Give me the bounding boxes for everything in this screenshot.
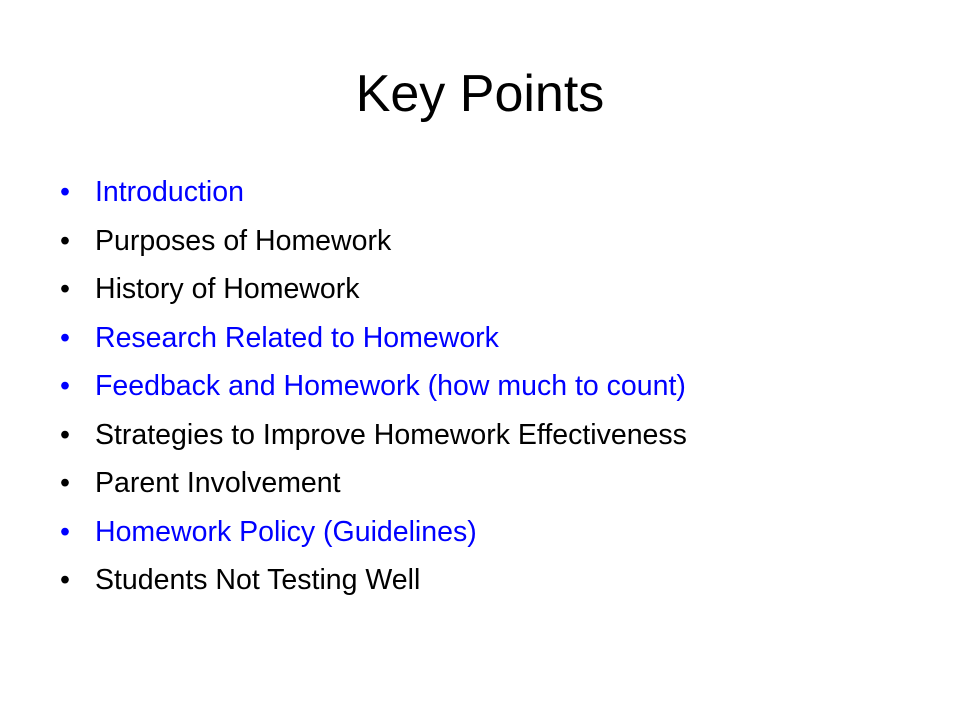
bullet-text-homework-policy[interactable]: Homework Policy (Guidelines) — [95, 515, 477, 548]
list-item — [60, 556, 940, 605]
bullet-icon: • — [60, 467, 70, 499]
list-item[interactable] — [60, 168, 940, 217]
bullet-icon: • — [60, 273, 70, 305]
bullet-text-feedback[interactable]: Feedback and Homework (how much to count) — [95, 370, 686, 402]
slide-title: Key Points — [355, 65, 605, 123]
bullet-icon: • — [60, 370, 70, 402]
bullet-icon: • — [60, 515, 70, 548]
bullet-icon: • — [60, 224, 70, 257]
list-item[interactable] — [60, 508, 940, 557]
bullet-text-students-not-testing: Students Not Testing Well — [95, 564, 421, 596]
bullet-text-strategies: Strategies to Improve Homework Effectiveness — [95, 418, 687, 451]
list-item — [60, 265, 940, 314]
bullet-list — [60, 168, 940, 605]
bullet-icon: • — [60, 418, 70, 451]
list-item — [60, 459, 940, 508]
list-item — [60, 217, 940, 266]
bullet-icon: • — [60, 564, 70, 596]
bullet-text-purposes: Purposes of Homework — [95, 224, 392, 257]
bullet-text-parent-involvement: Parent Involvement — [95, 467, 341, 499]
bullet-icon: • — [60, 321, 70, 354]
bullet-text-history: History of Homework — [95, 273, 360, 305]
bullet-text-introduction[interactable]: Introduction — [95, 176, 244, 208]
list-item[interactable] — [60, 314, 940, 363]
bullet-text-research[interactable]: Research Related to Homework — [95, 321, 499, 354]
bullet-icon: • — [60, 176, 70, 208]
list-item[interactable] — [60, 362, 940, 411]
list-item — [60, 411, 940, 460]
